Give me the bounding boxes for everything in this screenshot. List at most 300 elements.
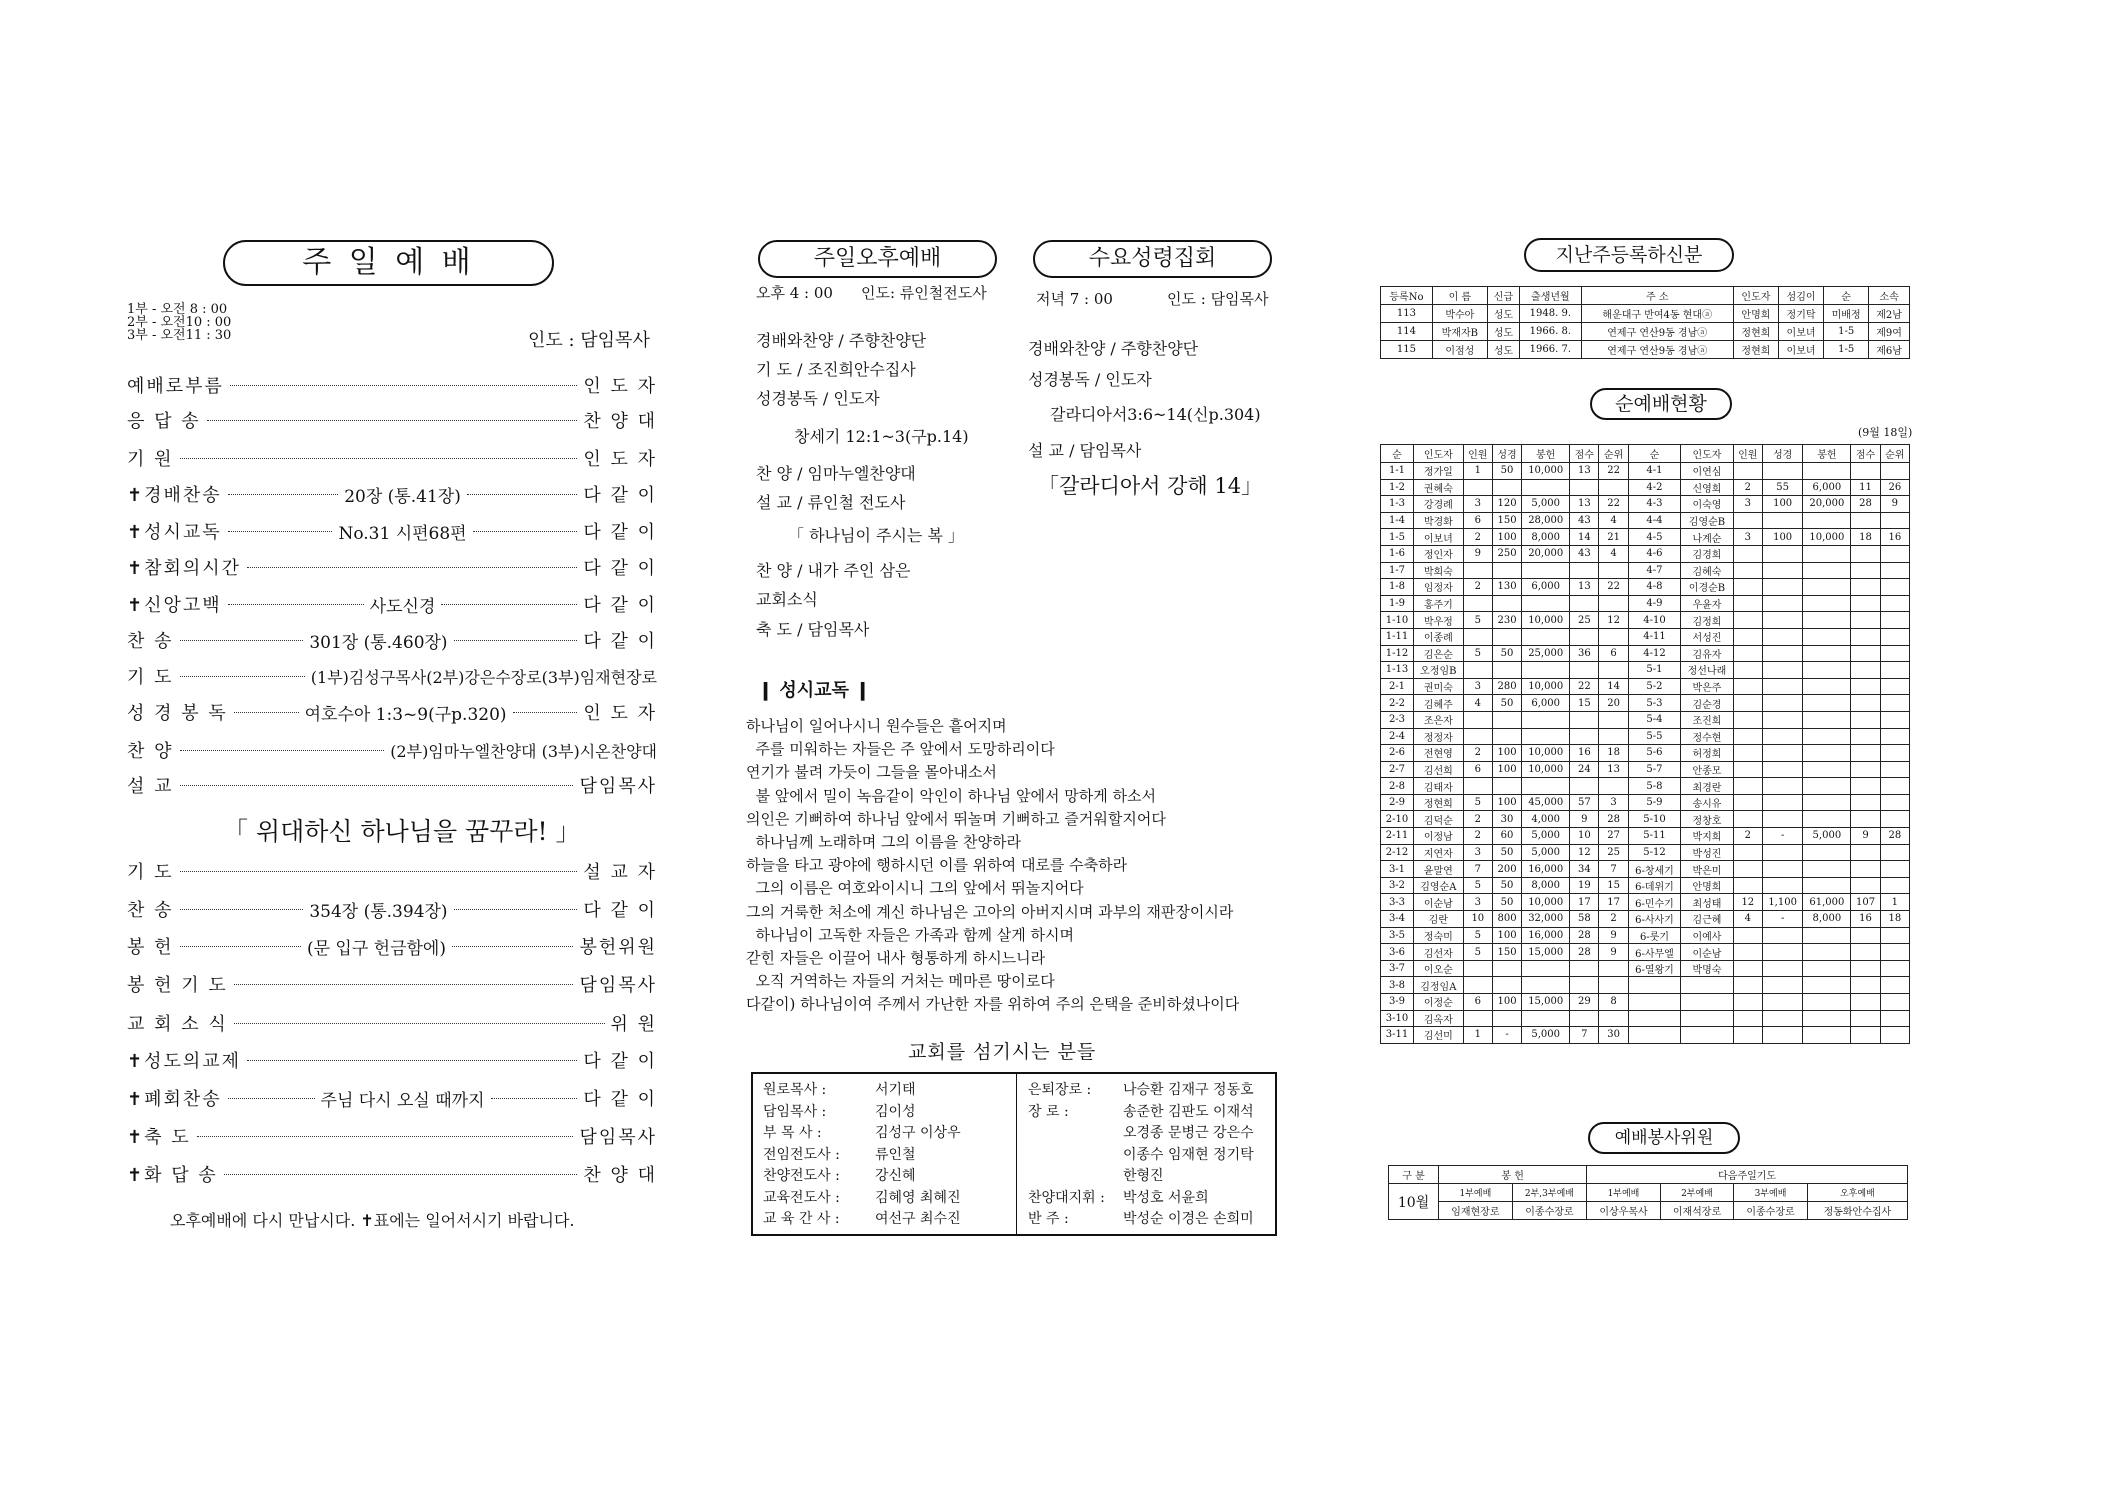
cell-value <box>1733 877 1762 894</box>
table-row <box>1381 463 1910 480</box>
table-row <box>1381 977 1910 994</box>
newcomers-header: 섬김이 <box>1778 287 1823 305</box>
cell-value: 24 <box>1570 761 1599 778</box>
cell-value: 22 <box>1599 579 1628 596</box>
cell-value: 16,000 <box>1522 861 1570 878</box>
cell-value <box>1463 728 1492 745</box>
order-label: 성 경 봉 독 <box>127 703 228 724</box>
afternoon-item: 설 교 / 류인철 전도사 <box>756 493 906 512</box>
cell-value: 2 <box>1463 828 1492 845</box>
leader-dots <box>234 712 299 713</box>
table-row <box>1381 944 1910 961</box>
cell-value <box>1762 927 1802 944</box>
cell-value: 2 <box>1463 811 1492 828</box>
cell-value: 15,000 <box>1522 944 1570 961</box>
cell-value <box>1851 944 1880 961</box>
order-row <box>127 443 657 473</box>
staff-role: 장 로 : <box>1028 1103 1069 1120</box>
wednesday-title-box <box>1033 240 1272 278</box>
cell-value: - <box>1762 911 1802 928</box>
order-person: 다 같 이 <box>583 631 657 652</box>
staff-names: 한형진 <box>1123 1168 1164 1184</box>
cell-value: 5,000 <box>1522 496 1570 513</box>
cell-value: 6-민수기 <box>1628 894 1681 911</box>
table-row <box>1381 1027 1910 1044</box>
cell-value: 4 <box>1599 512 1628 529</box>
cell-value <box>1463 960 1492 977</box>
cell-value: 50 <box>1492 463 1521 480</box>
cell-value <box>1762 994 1802 1011</box>
cell-value <box>1733 1027 1762 1044</box>
newcomers-cell: 114 <box>1381 323 1433 341</box>
volunteers-table <box>1388 1165 1908 1220</box>
cell-value: 4-8 <box>1628 579 1681 596</box>
cell-value <box>1762 1010 1802 1027</box>
order-row <box>127 516 657 546</box>
cell-value <box>1851 612 1880 629</box>
cell-value: 100 <box>1762 529 1802 546</box>
reading-line: 갇힌 자들은 이끌어 내사 형통하게 하시느니라 <box>746 949 1046 967</box>
cell-header: 인원 <box>1733 445 1762 463</box>
cell-header-row <box>1381 445 1910 463</box>
cell-value: 10,000 <box>1522 894 1570 911</box>
afternoon-leader: 인도: 류인철전도사 <box>861 284 987 302</box>
cell-value <box>1463 977 1492 994</box>
cell-value: 나계순 <box>1681 529 1733 546</box>
cell-value: 4 <box>1599 545 1628 562</box>
staff-names: 박성순 이경은 손희미 <box>1123 1211 1254 1227</box>
cell-header: 인원 <box>1463 445 1492 463</box>
cell-value: 최경란 <box>1681 778 1733 795</box>
cell-value: 4 <box>1463 695 1492 712</box>
cell-value <box>1463 562 1492 579</box>
cell-value: 이정남 <box>1414 828 1464 845</box>
order-detail: 301장 (통.460장) <box>309 632 448 653</box>
cell-value: 5-9 <box>1628 794 1681 811</box>
cell-value: 4-4 <box>1628 512 1681 529</box>
cell-value: 28 <box>1599 811 1628 828</box>
cell-value <box>1803 761 1851 778</box>
cell-value <box>1599 562 1628 579</box>
cell-value <box>1733 778 1762 795</box>
cell-value: 1-8 <box>1381 579 1414 596</box>
cell-value <box>1851 662 1880 679</box>
cell-header: 인도자 <box>1681 445 1733 463</box>
cell-value: 9 <box>1851 828 1880 845</box>
cell-value: 권미숙 <box>1414 678 1464 695</box>
cell-value: 박희숙 <box>1414 562 1464 579</box>
sunday-title-box <box>223 240 554 286</box>
order-person: 담임목사 <box>579 1127 657 1148</box>
cell-value <box>1762 645 1802 662</box>
cell-value: 5-5 <box>1628 728 1681 745</box>
cell-value: 6 <box>1463 512 1492 529</box>
order-row <box>127 1159 657 1189</box>
cell-value: 2 <box>1463 579 1492 596</box>
cell-value: 3-9 <box>1381 994 1414 1011</box>
cell-value: 2-4 <box>1381 728 1414 745</box>
cell-value: 1,100 <box>1762 894 1802 911</box>
cell-value <box>1762 579 1802 596</box>
cell-value <box>1880 1010 1909 1027</box>
cell-value <box>1880 811 1909 828</box>
cell-value: 50 <box>1492 645 1521 662</box>
cell-value <box>1463 778 1492 795</box>
newcomers-cell: 성도 <box>1487 305 1519 323</box>
cell-value: 12 <box>1733 894 1762 911</box>
cell-value <box>1492 960 1521 977</box>
table-row <box>1381 745 1910 762</box>
leader-dots <box>473 531 578 532</box>
cell-value: 5-1 <box>1628 662 1681 679</box>
cell-value: 오정임B <box>1414 662 1464 679</box>
vol-cell: 임재현장로 <box>1439 1202 1513 1220</box>
cell-value <box>1762 761 1802 778</box>
cell-value: 6,000 <box>1522 695 1570 712</box>
cell-value: 5 <box>1463 645 1492 662</box>
order-row <box>127 931 657 961</box>
vol-header: 봉 헌 <box>1439 1166 1587 1184</box>
cell-value: 이정순 <box>1414 994 1464 1011</box>
staff-row <box>1028 1122 1254 1142</box>
order-label: 설 교 <box>127 776 174 797</box>
table-row <box>1381 628 1910 645</box>
cell-value <box>1762 662 1802 679</box>
order-label: 봉 헌 기 도 <box>127 975 228 996</box>
order-label: ✝신앙고백 <box>127 595 222 616</box>
cell-value: 4-10 <box>1628 612 1681 629</box>
cell-value: 11 <box>1851 479 1880 496</box>
order-label: ✝폐회찬송 <box>127 1089 222 1110</box>
cell-value <box>1522 628 1570 645</box>
newcomers-cell: 박재자B <box>1432 323 1487 341</box>
order-detail: 여호수아 1:3~9(구p.320) <box>304 704 507 725</box>
cell-value: 25 <box>1599 844 1628 861</box>
newcomers-cell: 해운대구 반여4동 현대ⓐ <box>1581 305 1733 323</box>
cell-value <box>1522 562 1570 579</box>
cell-value: 18 <box>1599 745 1628 762</box>
cell-value: 2 <box>1463 529 1492 546</box>
staff-names: 오경종 문병근 강은수 <box>1123 1125 1254 1141</box>
cell-value: 1-12 <box>1381 645 1414 662</box>
leader-dots <box>180 458 578 459</box>
cell-value <box>1492 778 1521 795</box>
cell-value <box>1733 944 1762 961</box>
cell-value: 14 <box>1570 529 1599 546</box>
cell-value <box>1762 728 1802 745</box>
sunday-title: 주 일 예 배 <box>302 245 475 280</box>
afternoon-item: 경배와찬양 / 주향찬양단 <box>756 331 927 350</box>
order-label: 예배로부름 <box>127 376 224 397</box>
order-detail: 주님 다시 오실 때까지 <box>320 1090 485 1111</box>
cell-value <box>1628 1027 1681 1044</box>
table-row <box>1381 828 1910 845</box>
order-label: ✝성도의교제 <box>127 1051 242 1072</box>
cell-value <box>1803 595 1851 612</box>
cell-value <box>1880 562 1909 579</box>
cell-value <box>1762 778 1802 795</box>
cell-value <box>1803 728 1851 745</box>
cell-value <box>1628 1010 1681 1027</box>
cell-value: 정인자 <box>1414 545 1464 562</box>
order-label: 찬 송 <box>127 900 174 921</box>
cell-value <box>1762 628 1802 645</box>
order-detail: No.31 시편68편 <box>338 523 467 544</box>
staff-row <box>763 1101 916 1121</box>
cell-value: 이경순B <box>1681 579 1733 596</box>
cell-header: 성경 <box>1762 445 1802 463</box>
newcomers-cell: 성도 <box>1487 341 1519 359</box>
cell-value <box>1570 778 1599 795</box>
service-time-2: 2부 - 오전10 : 00 <box>127 315 232 330</box>
wednesday-item: 설 교 / 담임목사 <box>1028 441 1142 460</box>
cell-value: 6 <box>1463 761 1492 778</box>
cell-value: 5 <box>1463 612 1492 629</box>
cell-value: 9 <box>1599 927 1628 944</box>
cell-value: 9 <box>1463 545 1492 562</box>
cell-value: 4-9 <box>1628 595 1681 612</box>
staff-names: 송준한 김판도 이재석 <box>1123 1103 1254 1120</box>
service-times <box>127 303 231 342</box>
cell-value <box>1733 662 1762 679</box>
cell-value: 2-2 <box>1381 695 1414 712</box>
order-person: 설 교 자 <box>583 862 657 883</box>
cell-value <box>1803 794 1851 811</box>
newcomers-header-row <box>1381 287 1910 305</box>
cell-value: 16,000 <box>1522 927 1570 944</box>
cell-value: 5 <box>1463 927 1492 944</box>
cell-value: 2-12 <box>1381 844 1414 861</box>
cell-value: 4-11 <box>1628 628 1681 645</box>
cell-value: 100 <box>1492 927 1521 944</box>
newcomers-cell: 1966. 8. <box>1520 323 1582 341</box>
newcomers-cell: 이점성 <box>1432 341 1487 359</box>
cell-value <box>1803 844 1851 861</box>
order-person: 봉헌위원 <box>579 937 657 958</box>
cell-value <box>1522 960 1570 977</box>
cell-value: 3 <box>1463 844 1492 861</box>
order-person: 담임목사 <box>579 975 657 996</box>
cell-value: 20,000 <box>1522 545 1570 562</box>
cell-value: 6-창세기 <box>1628 861 1681 878</box>
cell-value <box>1762 545 1802 562</box>
table-row <box>1381 479 1910 496</box>
staff-row <box>763 1079 916 1099</box>
table-row <box>1381 529 1910 546</box>
cell-value: 3 <box>1733 496 1762 513</box>
cell-value: 6 <box>1463 994 1492 1011</box>
cell-header: 순위 <box>1880 445 1909 463</box>
vol-row <box>1389 1202 1908 1220</box>
cell-value <box>1851 794 1880 811</box>
staff-row <box>1028 1165 1164 1185</box>
staff-row <box>763 1187 961 1207</box>
afternoon-item: 찬 양 / 임마누엘찬양대 <box>756 464 916 483</box>
cell-value <box>1463 1010 1492 1027</box>
leader-dots <box>454 640 578 641</box>
order-detail: (2부)임마누엘찬양대 (3부)시온찬양대 <box>390 741 657 761</box>
order-row <box>127 479 657 509</box>
staff-role: 은퇴장로 : <box>1028 1082 1092 1098</box>
cell-value: 박지희 <box>1681 828 1733 845</box>
cell-value: 28 <box>1851 496 1880 513</box>
cell-value: 김란 <box>1414 911 1464 928</box>
cell-value <box>1851 545 1880 562</box>
cell-value <box>1803 927 1851 944</box>
cell-value: 10,000 <box>1522 612 1570 629</box>
table-row <box>1381 1010 1910 1027</box>
reading-line: 그의 이름은 여호와이시니 그의 앞에서 뛰놀지어다 <box>746 879 1084 898</box>
reading-line: 하나님이 일어나시니 원수들은 흩어지며 <box>746 717 1007 735</box>
leader-dots <box>441 604 577 605</box>
newcomers-header: 등록No <box>1381 287 1433 305</box>
order-label: 기 원 <box>127 449 174 470</box>
cell-value: 130 <box>1492 579 1521 596</box>
staff-role: 교 육 간 사 : <box>763 1211 840 1227</box>
cell-value: 28 <box>1570 944 1599 961</box>
cell-value <box>1762 695 1802 712</box>
order-row <box>127 697 657 727</box>
cell-value <box>1492 728 1521 745</box>
cell-value <box>1880 761 1909 778</box>
cell-value: 4-6 <box>1628 545 1681 562</box>
cell-value: 김선자 <box>1414 944 1464 961</box>
cell-value: - <box>1762 828 1802 845</box>
cell-value <box>1880 711 1909 728</box>
cell-value <box>1762 960 1802 977</box>
cell-value <box>1522 778 1570 795</box>
staff-names: 여선구 최수진 <box>875 1211 961 1227</box>
cell-value: 5-4 <box>1628 711 1681 728</box>
cell-value <box>1851 595 1880 612</box>
cell-title: 순예배현황 <box>1615 393 1707 415</box>
cell-value: 허정희 <box>1681 745 1733 762</box>
cell-value: 20 <box>1599 695 1628 712</box>
cell-value <box>1599 711 1628 728</box>
leader-dots <box>207 420 578 421</box>
cell-value <box>1880 579 1909 596</box>
order-detail: (1부)김성구목사(2부)강은수장로(3부)임재현장로 <box>310 667 657 687</box>
cell-value <box>1733 794 1762 811</box>
vol-cell: 이상우목사 <box>1587 1202 1661 1220</box>
leader-dots <box>491 1098 578 1099</box>
wednesday-sermon-title: 「갈라디아서 강해 14」 <box>1038 474 1263 498</box>
cell-value <box>1851 861 1880 878</box>
cell-value <box>1880 844 1909 861</box>
cell-value <box>1733 977 1762 994</box>
newcomers-header: 소속 <box>1869 287 1910 305</box>
order-person: 인 도 자 <box>583 449 657 470</box>
cell-value: 3-6 <box>1381 944 1414 961</box>
cell-value <box>1492 595 1521 612</box>
cell-value: 7 <box>1599 861 1628 878</box>
leader-dots <box>230 385 577 386</box>
newcomers-header: 출생년월 <box>1520 287 1582 305</box>
order-label: 응 답 송 <box>127 411 201 432</box>
cell-value: 김태자 <box>1414 778 1464 795</box>
cell-date: (9월 18일) <box>1858 426 1913 439</box>
order-person: 다 같 이 <box>583 522 657 543</box>
cell-value: 김혜숙 <box>1681 562 1733 579</box>
cell-value <box>1570 1010 1599 1027</box>
cell-value: 22 <box>1570 678 1599 695</box>
cell-value: 9 <box>1570 811 1599 828</box>
cell-value: 7 <box>1570 1027 1599 1044</box>
newcomers-cell: 제9여 <box>1869 323 1910 341</box>
vol-header: 다음주일기도 <box>1587 1166 1908 1184</box>
cell-value: 8,000 <box>1803 911 1851 928</box>
newcomers-cell: 제2남 <box>1869 305 1910 323</box>
cell-value <box>1599 977 1628 994</box>
cell-value <box>1628 994 1681 1011</box>
cell-value <box>1733 844 1762 861</box>
order-detail: 354장 (통.394장) <box>309 901 448 922</box>
newcomers-cell: 미배정 <box>1824 305 1869 323</box>
cell-value: 30 <box>1599 1027 1628 1044</box>
cell-value: 22 <box>1599 496 1628 513</box>
cell-value: 45,000 <box>1522 794 1570 811</box>
cell-value <box>1522 728 1570 745</box>
leader-dots <box>180 640 304 641</box>
cell-value: 8,000 <box>1522 529 1570 546</box>
afternoon-title-box <box>758 240 997 278</box>
cell-value <box>1733 545 1762 562</box>
cell-value <box>1880 695 1909 712</box>
cell-value <box>1762 877 1802 894</box>
cell-value: 4,000 <box>1522 811 1570 828</box>
vol-subheader: 2부,3부예배 <box>1512 1184 1587 1202</box>
cell-value <box>1880 927 1909 944</box>
sunday-sermon-title: 「 위대하신 하나님을 꿈꾸라! 」 <box>223 817 581 846</box>
cell-value <box>1762 811 1802 828</box>
table-row <box>1381 645 1910 662</box>
cell-value: 25,000 <box>1522 645 1570 662</box>
cell-value: 3-1 <box>1381 861 1414 878</box>
cell-value: 박명숙 <box>1681 960 1733 977</box>
cell-value: 18 <box>1851 529 1880 546</box>
leader-dots <box>467 494 578 495</box>
staff-role: 찬양대지휘 : <box>1028 1189 1105 1206</box>
staff-names: 이종수 임재현 정기탁 <box>1123 1146 1254 1163</box>
cell-value <box>1762 844 1802 861</box>
cell-value <box>1733 927 1762 944</box>
cell-value: 100 <box>1492 745 1521 762</box>
cell-value: 9 <box>1599 944 1628 961</box>
cell-value <box>1851 645 1880 662</box>
leader-dots <box>228 494 339 495</box>
newcomers-cell: 연제구 연산9동 경남ⓐ <box>1581 341 1733 359</box>
staff-names: 김혜영 최혜진 <box>875 1189 961 1206</box>
cell-value <box>1733 678 1762 695</box>
newcomers-cell: 이보녀 <box>1778 341 1823 359</box>
cell-value <box>1803 745 1851 762</box>
cell-value: 이숙영 <box>1681 496 1733 513</box>
table-row <box>1381 877 1910 894</box>
newcomers-title-box <box>1524 238 1734 272</box>
cell-value <box>1803 977 1851 994</box>
cell-value: 2 <box>1599 911 1628 928</box>
table-row <box>1381 595 1910 612</box>
cell-value <box>1599 595 1628 612</box>
cell-value: 1-10 <box>1381 612 1414 629</box>
cell-value <box>1762 794 1802 811</box>
cell-value: 이순남 <box>1681 944 1733 961</box>
cell-header: 성경 <box>1492 445 1521 463</box>
cell-value <box>1851 745 1880 762</box>
cell-value: 2-7 <box>1381 761 1414 778</box>
staff-row <box>1028 1144 1254 1164</box>
cell-value: 28,000 <box>1522 512 1570 529</box>
